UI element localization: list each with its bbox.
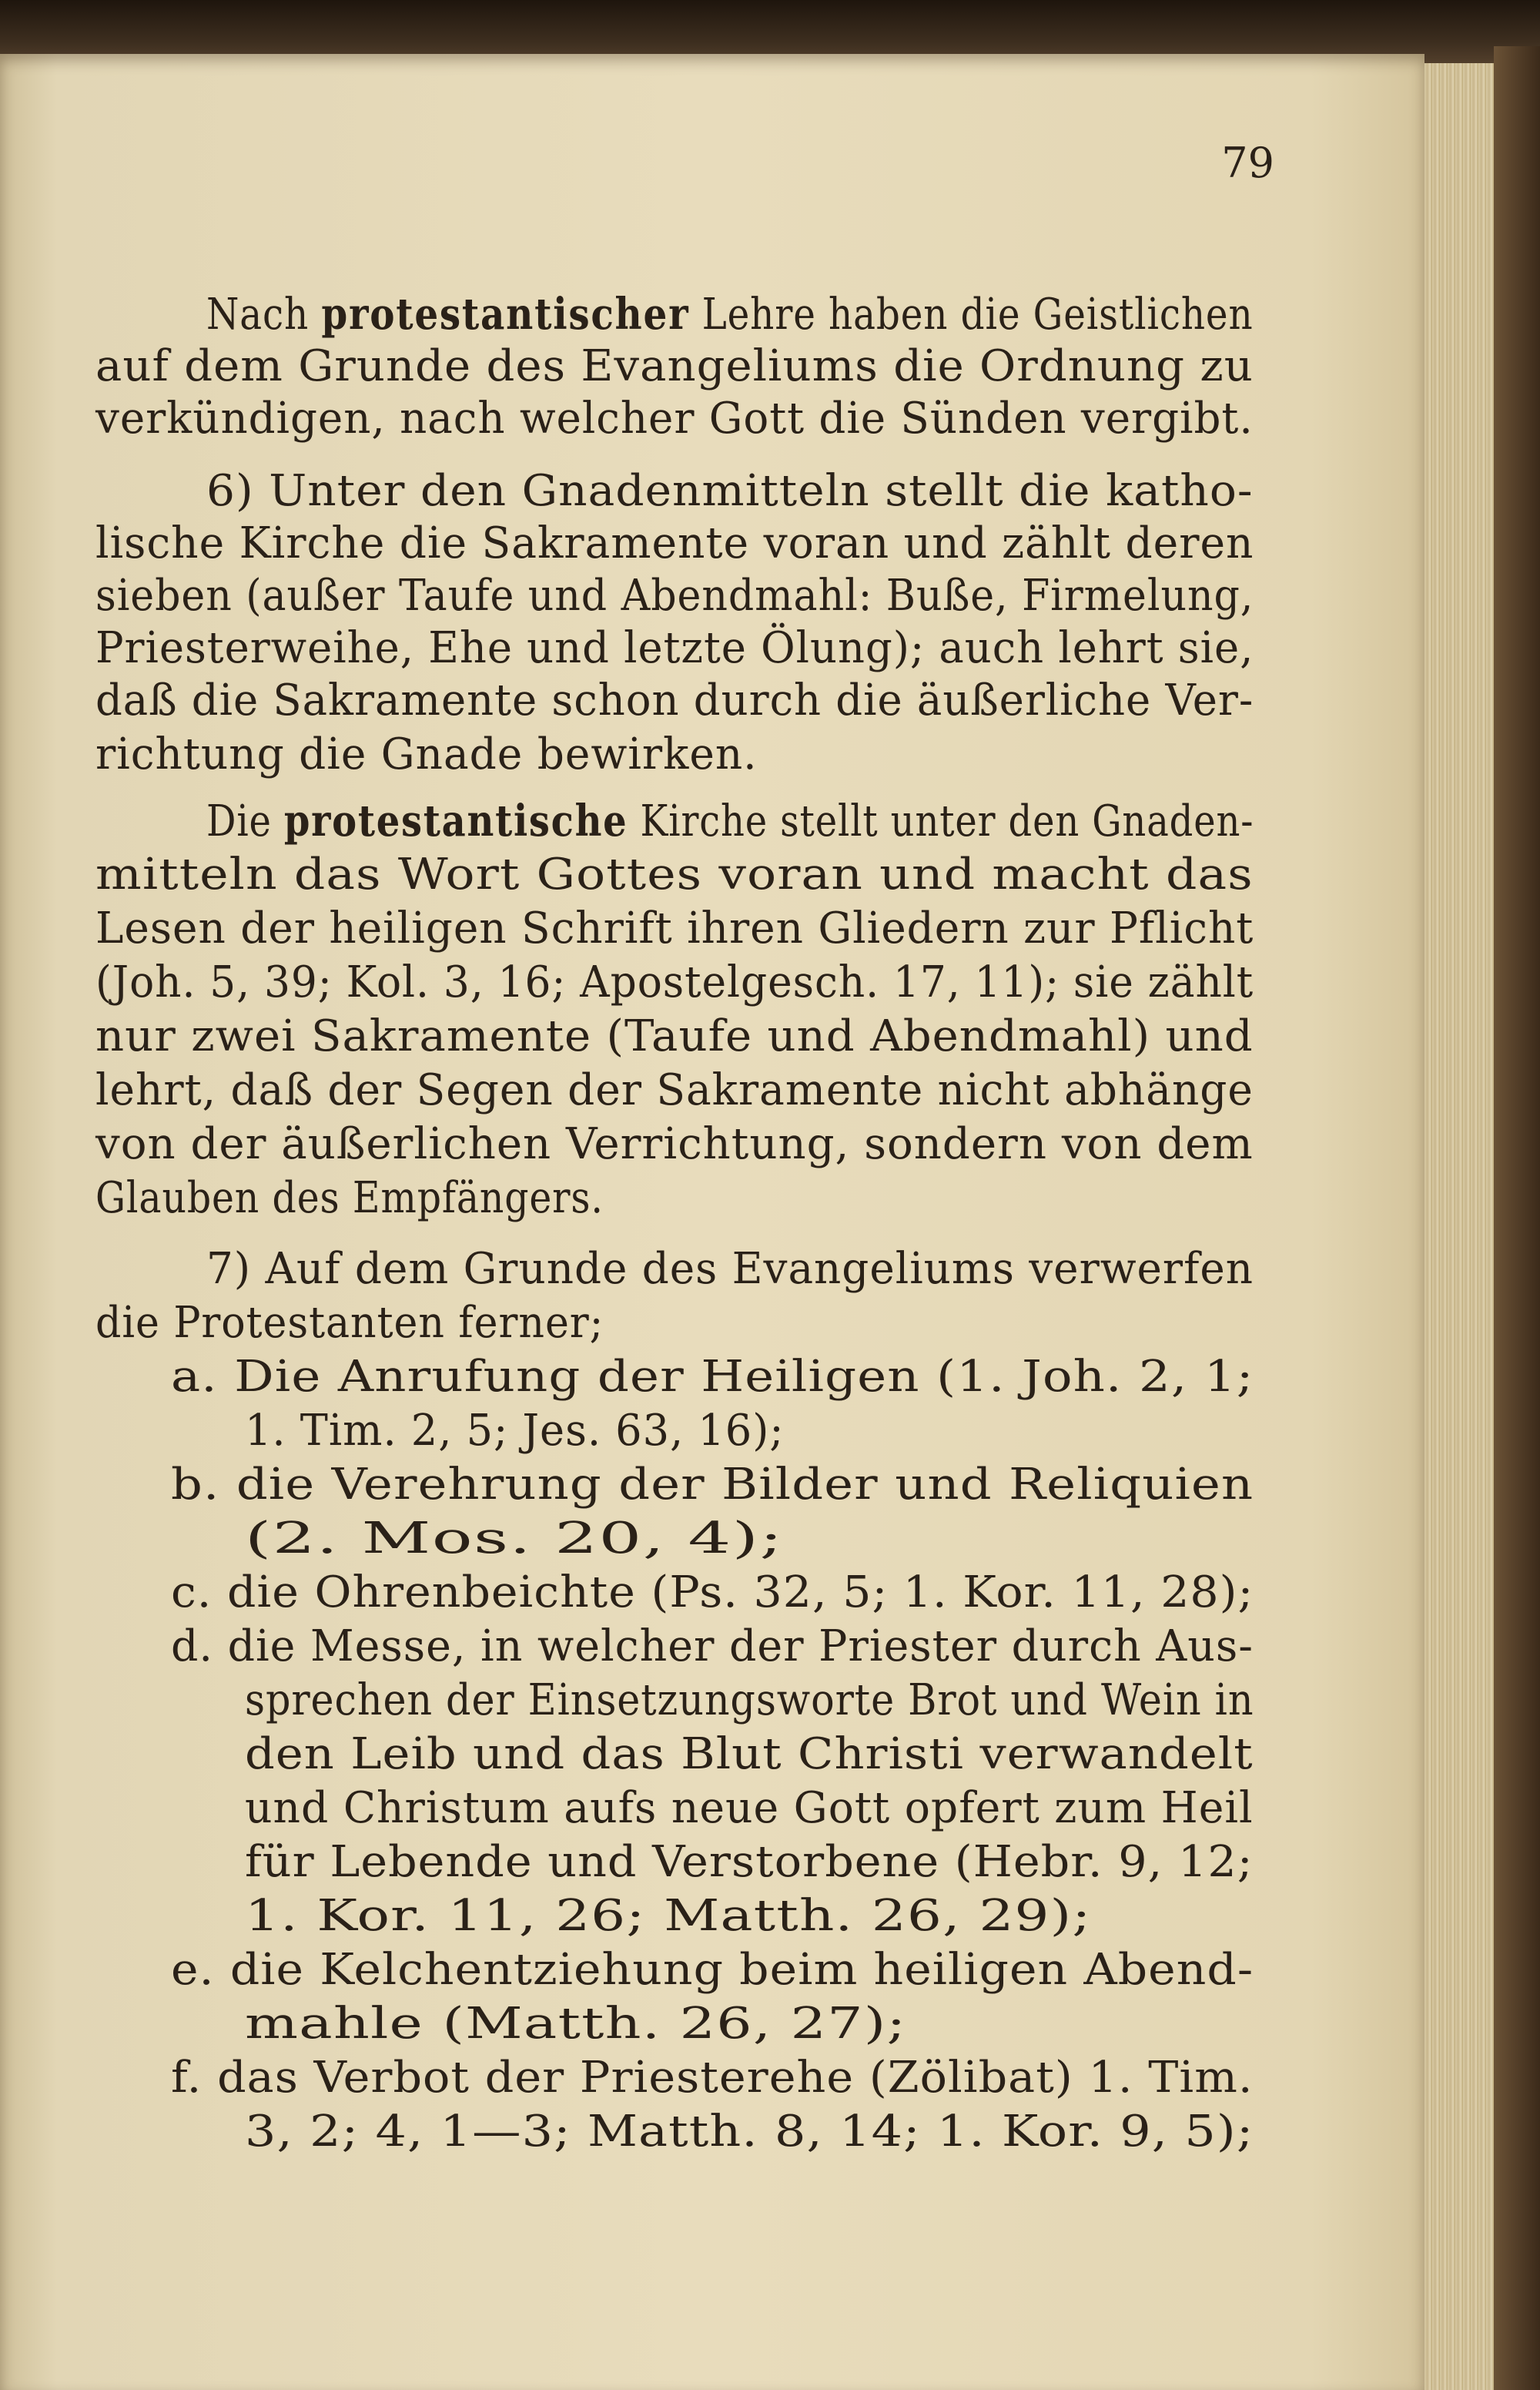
text-segment: c. die Ohrenbeichte (Ps. 32, 5; 1. Kor. 11, 28); xyxy=(171,1567,1254,1617)
text-line xyxy=(95,1296,604,1351)
text-segment: mitteln das Wort Gottes voran und macht das xyxy=(95,850,1254,900)
text-segment: Lesen der heiligen Schrift ihren Gliedern zur Pflicht xyxy=(95,903,1254,954)
text-line xyxy=(95,621,1254,676)
text-segment: Kirche stellt unter den Gnaden- xyxy=(628,796,1254,846)
text-segment: daß die Sakramente schon durch die äußerliche Ver- xyxy=(95,675,1254,726)
bold-term: protestantische xyxy=(283,796,628,846)
text-segment: die Protestanten ferner; xyxy=(95,1298,604,1348)
text-line xyxy=(245,1781,1254,1836)
page-number: 79 xyxy=(1221,139,1274,187)
text-segment: nur zwei Sakramente (Taufe und Abendmahl) und xyxy=(95,1011,1254,1061)
text-line xyxy=(171,1619,1254,1674)
text-line xyxy=(206,287,1254,343)
text-line xyxy=(245,1835,1254,1890)
text-segment: lische Kirche die Sakramente voran und zählt deren xyxy=(95,518,1254,568)
text-segment: sprechen der Einsetzungsworte Brot und Wein in xyxy=(245,1675,1254,1725)
cover-edge xyxy=(1494,46,1540,2390)
text-segment: lehrt, daß der Segen der Sakramente nicht abhänge xyxy=(95,1065,1254,1115)
text-segment: verkündigen, nach welcher Gott die Sünden vergibt. xyxy=(95,394,1254,444)
page-stack-edge xyxy=(1424,63,1494,2390)
text-segment: und Christum aufs neue Gott opfert zum Heil xyxy=(245,1783,1254,1833)
text-line xyxy=(245,1889,1091,1944)
text-segment: (Joh. 5, 39; Kol. 3, 16; Apostelgesch. 17, 11); sie zählt xyxy=(95,957,1254,1007)
text-segment: 6) Unter den Gnadenmitteln stellt die katho- xyxy=(206,466,1254,516)
text-line xyxy=(95,901,1254,957)
text-line xyxy=(245,2104,1254,2160)
text-line xyxy=(95,391,1254,447)
text-line xyxy=(206,464,1254,519)
text-segment: sieben (außer Taufe und Abendmahl: Buße, Firmelung, xyxy=(95,571,1254,621)
text-segment: 3, 2; 4, 1—3; Matth. 8, 14; 1. Kor. 9, 5); xyxy=(245,2107,1254,2157)
text-segment: e. die Kelchentziehung beim heiligen Abend- xyxy=(171,1945,1254,1995)
text-line xyxy=(245,1727,1254,1782)
text-line xyxy=(95,568,1254,624)
text-line xyxy=(95,339,1254,394)
text-line xyxy=(171,1349,1254,1405)
text-segment: Lehre haben die Geistlichen xyxy=(689,290,1254,340)
text-segment: d. die Messe, in welcher der Priester durch Aus- xyxy=(171,1621,1254,1671)
text-line xyxy=(245,1996,906,2052)
text-segment: auf dem Grunde des Evangeliums die Ordnung zu xyxy=(95,341,1254,391)
text-line xyxy=(171,1457,1254,1513)
text-segment: von der äußerlichen Verrichtung, sondern von dem xyxy=(95,1119,1254,1169)
text-line xyxy=(95,1117,1254,1172)
text-segment: Glauben des Empfängers. xyxy=(95,1173,604,1223)
text-segment: 7) Auf dem Grunde des Evangeliums verwerfen xyxy=(206,1244,1254,1294)
text-line xyxy=(95,955,1254,1011)
text-line xyxy=(206,1242,1254,1297)
text-segment: (2. Mos. 20, 4); xyxy=(245,1513,784,1564)
text-line xyxy=(245,1673,1254,1728)
text-line xyxy=(206,793,1254,850)
text-line xyxy=(171,1565,1254,1621)
text-segment: 1. Tim. 2, 5; Jes. 63, 16); xyxy=(245,1406,785,1456)
text-segment: mahle (Matth. 26, 27); xyxy=(245,1999,907,2049)
text-segment: f. das Verbot der Priesterehe (Zölibat) 1. Tim. xyxy=(171,2053,1254,2103)
text-line xyxy=(95,673,1254,729)
text-segment: b. die Verehrung der Bilder und Reliquien xyxy=(171,1460,1254,1510)
text-segment: den Leib und das Blut Christi verwandelt xyxy=(245,1729,1254,1779)
text-segment: Priesterweihe, Ehe und letzte Ölung); auch lehrt sie, xyxy=(95,623,1254,673)
text-line xyxy=(95,727,758,783)
text-line xyxy=(95,1009,1254,1064)
text-segment: Nach xyxy=(206,290,322,340)
text-line xyxy=(95,1171,604,1226)
text-segment: Die xyxy=(206,796,284,846)
text-line xyxy=(95,1063,1254,1118)
text-segment: 1. Kor. 11, 26; Matth. 26, 29); xyxy=(245,1891,1092,1941)
text-line xyxy=(171,2050,1254,2106)
bold-term: protestantischer xyxy=(321,289,690,340)
text-line xyxy=(171,1943,1254,1998)
text-segment: a. Die Anrufung der Heiligen (1. Joh. 2, 1; xyxy=(171,1352,1254,1402)
text-line xyxy=(95,847,1254,903)
text-segment: richtung die Gnade bewirken. xyxy=(95,729,758,779)
text-line xyxy=(95,516,1254,572)
text-line xyxy=(245,1403,785,1459)
text-line xyxy=(245,1511,784,1567)
text-segment: für Lebende und Verstorbene (Hebr. 9, 12; xyxy=(245,1837,1254,1887)
